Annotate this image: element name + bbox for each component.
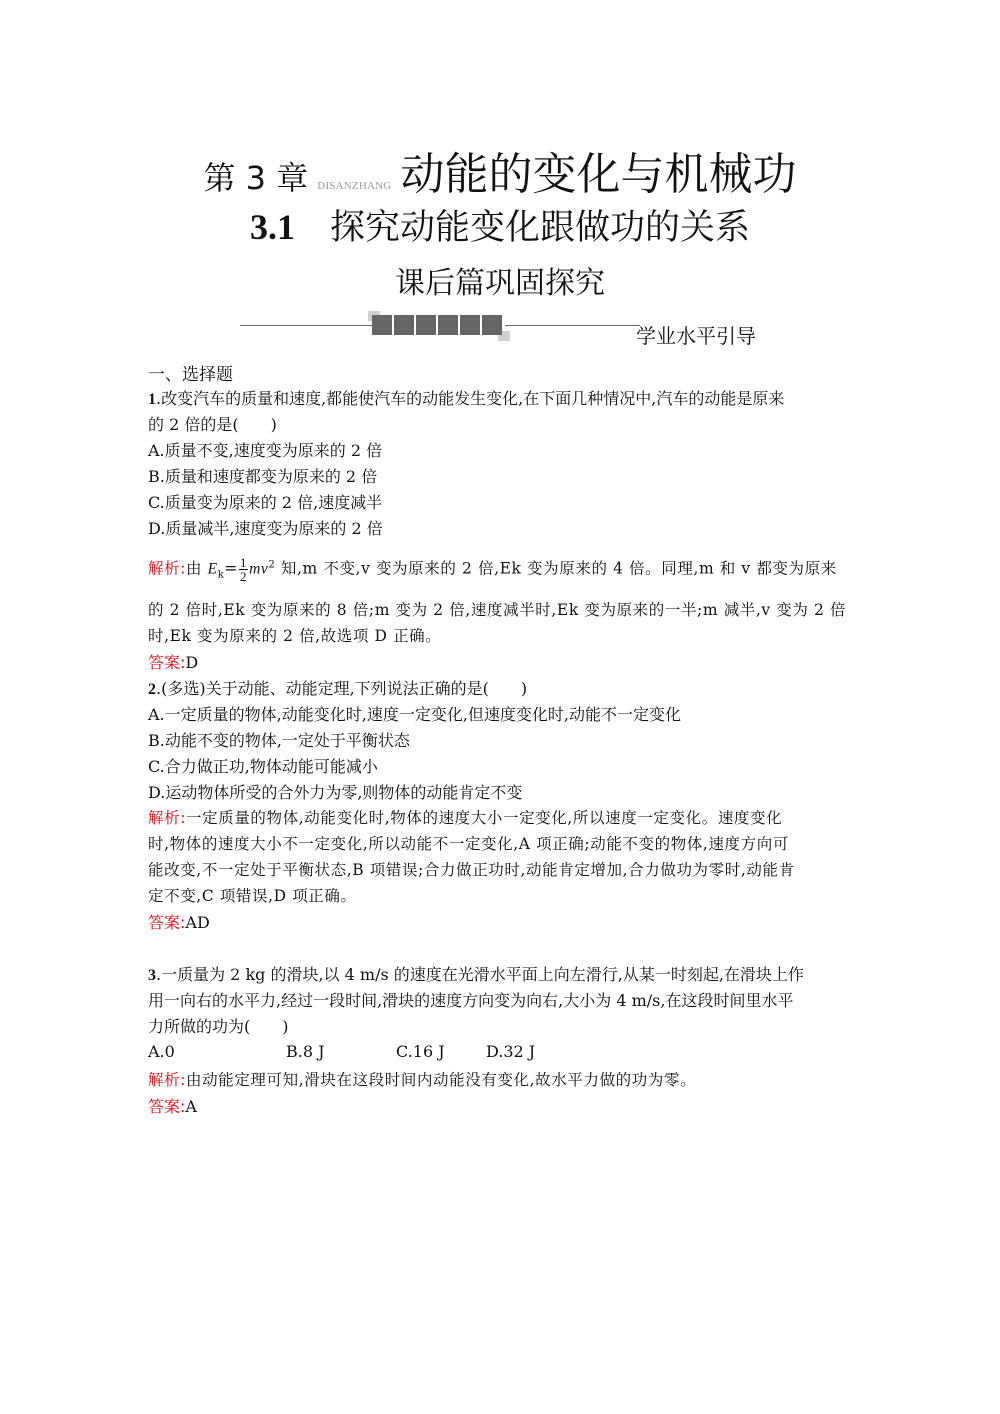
- answer-value: AD: [185, 913, 210, 932]
- chapter-header: [0, 138, 1000, 200]
- formula-fraction: [239, 556, 248, 583]
- fraction-denominator: 2: [240, 569, 248, 584]
- divider-line: [240, 325, 375, 326]
- answer-label: 答案:: [148, 913, 186, 932]
- question-2-analysis-cont: 时,物体的速度大小不一定变化,所以动能不一定变化,A 项正确;动能不变的物体,速度方向可: [148, 835, 789, 853]
- analysis-text: 由: [186, 559, 208, 578]
- divider-line: [505, 325, 640, 326]
- question-number: 1: [148, 391, 156, 408]
- question-3-option-d: D.32 J: [486, 1042, 536, 1061]
- question-text: .改变汽车的质量和速度,都能使汽车的动能发生变化,在下面几种情况中,汽车的动能是原来: [156, 389, 785, 408]
- question-text: .一质量为 2 kg 的滑块,以 4 m/s 的速度在光滑水平面上向左滑行,从某一时刻起,在滑块上作: [156, 965, 804, 984]
- question-3-stem-cont: 力所做的功为( ): [148, 1017, 289, 1036]
- question-1-analysis-cont: 时,Ek 变为原来的 2 倍,故选项 D 正确。: [148, 627, 442, 645]
- question-1-stem: [148, 386, 784, 409]
- question-3-stem: [148, 962, 804, 985]
- formula-superscript: 2: [268, 559, 276, 571]
- formula-ek: E: [207, 560, 218, 578]
- divider-block: [438, 315, 458, 335]
- question-3-answer: [148, 1094, 197, 1117]
- answer-value: A: [185, 1097, 197, 1116]
- question-number: 3: [148, 967, 156, 984]
- section-heading: 一、选择题: [148, 365, 233, 385]
- question-1-analysis-cont: 的 2 倍时,Ek 变为原来的 8 倍;m 变为 2 倍,速度减半时,Ek 变为原来的一半;m 减半,v 变为 2 倍: [148, 601, 847, 619]
- formula-mv: mv: [249, 560, 269, 578]
- question-2-option-a: A.一定质量的物体,动能变化时,速度一定变化,但速度变化时,动能不一定变化: [148, 705, 681, 724]
- divider-block: [460, 315, 480, 335]
- chapter-label: 第 3 章: [203, 159, 309, 197]
- divider-block: [482, 315, 502, 335]
- chapter-pinyin: DISANZHANG: [317, 180, 392, 192]
- fraction-numerator: 1: [240, 555, 248, 570]
- divider-label: 学业水平引导: [636, 324, 756, 348]
- analysis-label: 解析:: [148, 1071, 187, 1089]
- analysis-label: 解析:: [148, 809, 187, 827]
- divider-block: [394, 315, 414, 335]
- question-2-analysis-cont: 定不变,C 项错误,D 项正确。: [148, 887, 357, 905]
- question-number: 2: [148, 681, 156, 698]
- answer-label: 答案:: [148, 1097, 186, 1116]
- answer-label: 答案:: [148, 653, 186, 672]
- question-3-option-a: A.0: [148, 1042, 175, 1061]
- question-3-stem-cont: 用一向右的水平力,经过一段时间,滑块的速度方向变为向右,大小为 4 m/s,在这段时间里水平: [148, 991, 794, 1010]
- question-1-analysis: [148, 556, 837, 583]
- section-header: [0, 200, 1000, 250]
- question-1-stem-cont: 的 2 倍的是( ): [148, 415, 277, 434]
- sub-title: 课后篇巩固探究: [395, 266, 605, 301]
- question-2-option-b: B.动能不变的物体,一定处于平衡状态: [148, 731, 410, 750]
- question-2-option-d: D.运动物体所受的合外力为零,则物体的动能肯定不变: [148, 783, 523, 802]
- question-2-analysis-cont: 能改变,不一定处于平衡状态,B 项错误;合力做正功时,动能肯定增加,合力做功为零时,动能肯: [148, 861, 795, 879]
- section-title: 探究动能变化跟做功的关系: [330, 208, 751, 248]
- question-1-option-a: A.质量不变,速度变为原来的 2 倍: [148, 441, 383, 460]
- answer-value: D: [185, 653, 199, 672]
- section-number: 3.1: [249, 207, 295, 247]
- question-2-answer: [148, 910, 210, 933]
- question-1-option-d: D.质量减半,速度变为原来的 2 倍: [148, 519, 383, 538]
- question-text: .(多选)关于动能、动能定理,下列说法正确的是( ): [156, 679, 528, 698]
- chapter-title: 动能的变化与机械功: [400, 149, 797, 200]
- analysis-text: 由动能定理可知,滑块在这段时间内动能没有变化,故水平力做的功为零。: [186, 1071, 697, 1089]
- analysis-text: 一定质量的物体,动能变化时,物体的速度大小一定变化,所以速度一定变化。速度变化: [186, 809, 783, 827]
- divider-blocks: [372, 315, 502, 337]
- question-1-answer: [148, 650, 198, 673]
- question-1-option-c: C.质量变为原来的 2 倍,速度减半: [148, 493, 383, 512]
- formula-subscript: k: [217, 569, 225, 581]
- question-3-option-c: C.16 J: [396, 1042, 445, 1061]
- analysis-label: 解析:: [148, 559, 187, 578]
- question-2-stem: [148, 676, 527, 699]
- formula-equals: =: [224, 559, 239, 578]
- divider-block: [416, 315, 436, 335]
- question-3-analysis: [148, 1068, 696, 1090]
- question-2-analysis: [148, 806, 782, 828]
- question-2-option-c: C.合力做正功,物体动能可能减小: [148, 757, 378, 776]
- divider-block: [372, 315, 392, 335]
- question-3-option-b: B.8 J: [286, 1042, 325, 1061]
- analysis-text: 知,m 不变,v 变为原来的 2 倍,Ek 变为原来的 4 倍。同理,m 和 v 都变为原来: [275, 559, 837, 578]
- question-1-option-b: B.质量和速度都变为原来的 2 倍: [148, 467, 378, 486]
